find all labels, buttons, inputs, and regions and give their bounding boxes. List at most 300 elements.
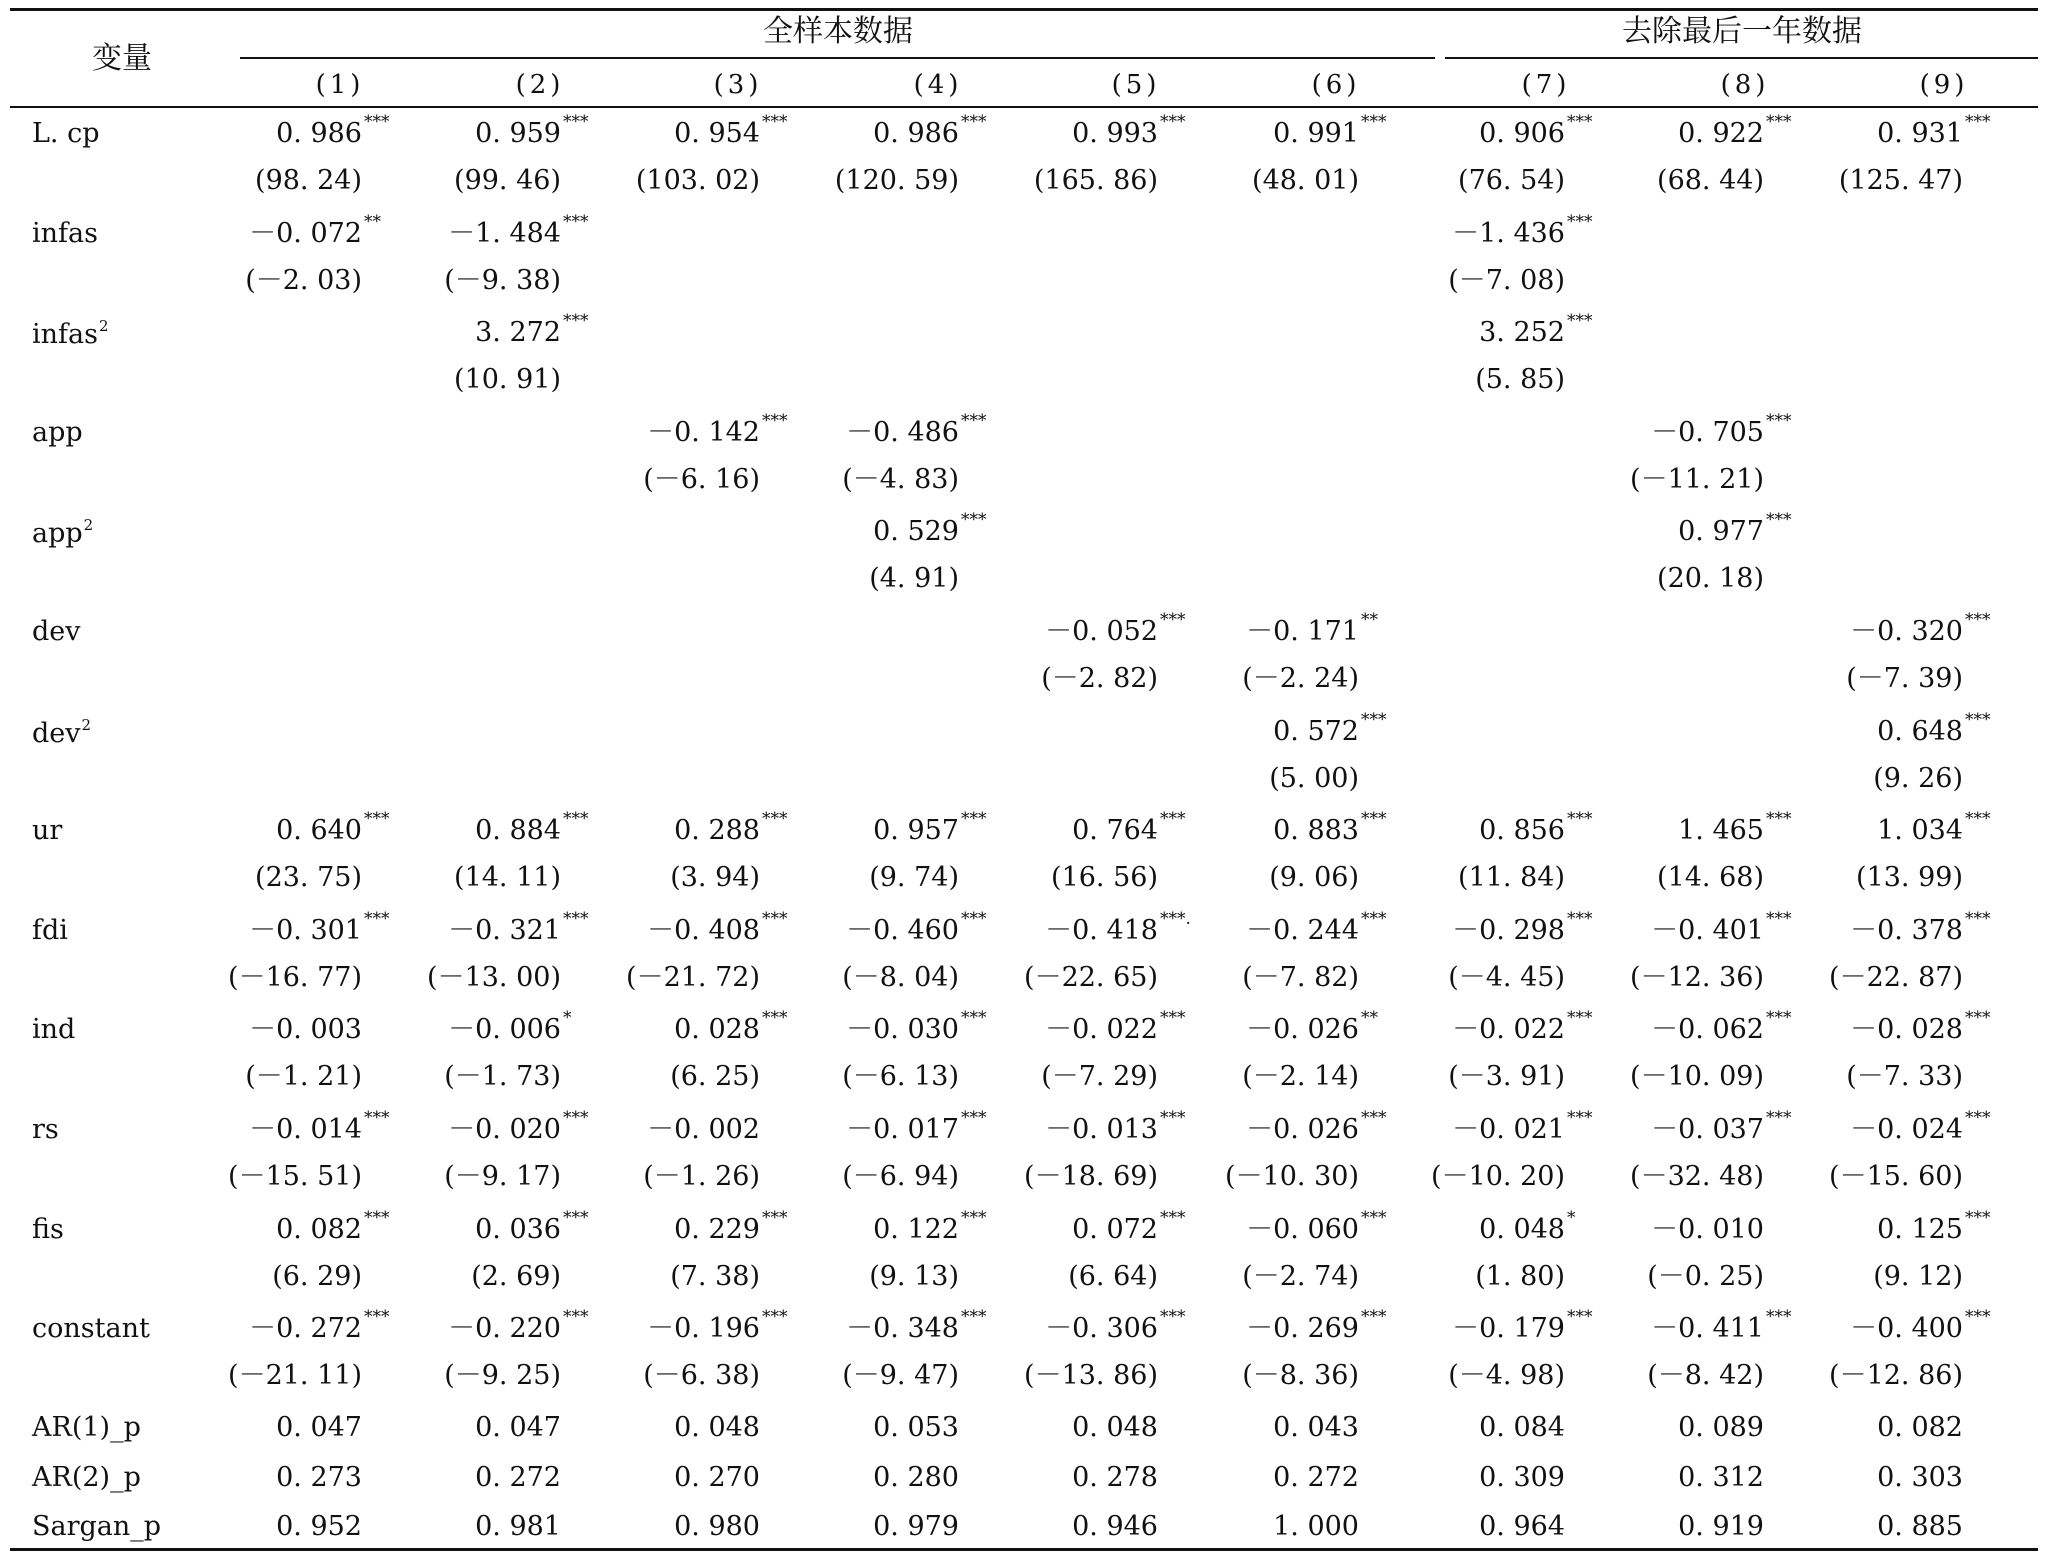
coefficient — [249, 1108, 390, 1145]
t-statistic: (－15. 51) — [228, 1161, 362, 1192]
coefficient-value: 0. 082 — [276, 1213, 362, 1245]
variable-label: infas — [32, 217, 98, 249]
t-statistic: (76. 54) — [1458, 165, 1565, 196]
t-statistic: (－21. 72) — [626, 961, 760, 993]
variable-name — [32, 815, 63, 847]
t-statistic: (3. 94) — [670, 862, 760, 894]
coefficient — [276, 1207, 390, 1245]
coefficient-value: 0. 993 — [1072, 118, 1158, 149]
significance-stars: *** — [364, 1108, 390, 1128]
t-statistic: (－7. 08) — [1448, 264, 1565, 296]
t-statistic: (5. 00) — [1269, 762, 1359, 794]
coefficient-value: －0. 272 — [249, 1313, 362, 1345]
coefficient — [846, 1307, 987, 1345]
coefficient-value: －0. 142 — [647, 416, 760, 448]
significance-stars: *** — [1766, 410, 1792, 431]
coefficient-value: 0. 529 — [873, 516, 959, 548]
significance-stars: *** — [1160, 1008, 1186, 1029]
statistic-value: 0. 312 — [1678, 1462, 1764, 1493]
variable-label: dev — [32, 717, 81, 749]
statistic-name: AR(1)_p — [32, 1412, 141, 1443]
coefficient — [475, 809, 589, 847]
statistic-value: 0. 280 — [873, 1462, 959, 1493]
coefficient-value: －0. 705 — [1651, 416, 1764, 448]
column-number: (1) — [315, 70, 365, 100]
t-statistic: (103. 02) — [635, 165, 760, 196]
significance-stars: *** — [1567, 1008, 1593, 1029]
significance-stars: *** — [961, 1207, 987, 1228]
t-statistic: (－21. 11) — [228, 1360, 362, 1392]
coefficient — [674, 1207, 788, 1245]
variable-label: app — [32, 416, 83, 448]
variable-name — [32, 1313, 150, 1345]
coefficient-value: －0. 022 — [1452, 1014, 1565, 1046]
significance-stars: *** — [1361, 1108, 1387, 1128]
coefficient — [448, 1307, 589, 1345]
group-rule-full-sample — [240, 57, 1435, 59]
significance-stars: *** — [1567, 908, 1593, 929]
variable-superscript: 2 — [83, 516, 94, 535]
coefficient — [1651, 908, 1792, 946]
coefficient-value: －0. 179 — [1452, 1313, 1565, 1345]
coefficient-value: －0. 017 — [846, 1114, 959, 1145]
statistic-value: 0. 047 — [475, 1412, 561, 1443]
coefficient-value: 0. 856 — [1479, 815, 1565, 847]
t-statistic: (－18. 69) — [1024, 1161, 1158, 1192]
coefficient — [1072, 112, 1186, 149]
coefficient-value: －0. 010 — [1651, 1213, 1764, 1245]
coefficient-value: 0. 640 — [276, 815, 362, 847]
t-statistic: (－10. 30) — [1225, 1161, 1359, 1192]
significance-stars: *** — [1567, 1108, 1593, 1128]
t-statistic: (48. 01) — [1252, 165, 1359, 196]
significance-stars: *** — [961, 510, 987, 531]
statistic-value: 0. 082 — [1877, 1412, 1963, 1443]
t-statistic: (－6. 13) — [842, 1061, 959, 1093]
variable-superscript: 2 — [98, 317, 109, 336]
coefficient — [1246, 1307, 1387, 1345]
significance-stars: *** — [762, 1207, 788, 1228]
significance-stars: *** — [961, 908, 987, 929]
significance-stars: *** — [1160, 1207, 1186, 1228]
coefficient-value: －0. 030 — [846, 1014, 959, 1046]
column-number: (7) — [1521, 70, 1571, 100]
significance-stars: *** — [1766, 510, 1792, 531]
significance-stars: *** — [961, 1008, 987, 1029]
significance-stars: *** — [563, 211, 589, 232]
significance-stars: *** — [1160, 809, 1186, 830]
coefficient — [475, 112, 589, 149]
coefficient — [1246, 610, 1378, 647]
coefficient-value: －0. 060 — [1246, 1213, 1359, 1245]
significance-stars: *** — [1361, 1207, 1387, 1228]
coefficient — [249, 211, 381, 249]
significance-stars: *** — [563, 1108, 589, 1128]
statistic-value: 0. 919 — [1678, 1511, 1764, 1542]
coefficient — [846, 1108, 987, 1145]
coefficient — [647, 908, 788, 946]
coefficient — [1045, 1008, 1186, 1046]
significance-stars: ** — [1361, 1008, 1378, 1029]
coefficient-value: －0. 411 — [1651, 1313, 1764, 1345]
significance-stars: *** — [762, 410, 788, 431]
coefficient-value: －0. 244 — [1246, 914, 1359, 946]
column-number: (3) — [713, 70, 763, 100]
coefficient — [1045, 1307, 1186, 1345]
significance-stars: *** — [1766, 1108, 1792, 1128]
coefficient — [1045, 1108, 1186, 1145]
coefficient-value: －0. 021 — [1452, 1114, 1565, 1145]
coefficient — [1479, 1207, 1576, 1245]
coefficient — [674, 809, 788, 847]
coefficient-value: 0. 572 — [1273, 715, 1359, 747]
coefficient-value: －0. 486 — [846, 416, 959, 448]
coefficient — [873, 1207, 987, 1245]
significance-stars: *** — [1361, 809, 1387, 830]
significance-stars: *** — [1160, 610, 1186, 630]
coefficient-value: －0. 378 — [1850, 914, 1963, 946]
coefficient — [448, 908, 589, 946]
coefficient-value: 0. 028 — [674, 1014, 760, 1046]
t-statistic: (10. 91) — [454, 364, 561, 396]
coefficient — [1273, 809, 1387, 847]
statistic-value: 0. 303 — [1877, 1462, 1963, 1493]
coefficient-value: －0. 306 — [1045, 1313, 1158, 1345]
significance-stars: *** — [1965, 610, 1991, 630]
coefficient — [1877, 112, 1991, 149]
statistic-value: 0. 979 — [873, 1511, 959, 1542]
coefficient-value: －0. 024 — [1850, 1114, 1963, 1145]
t-statistic: (9. 06) — [1269, 862, 1359, 894]
significance-stars: *** — [762, 1307, 788, 1328]
column-number: (4) — [913, 70, 963, 100]
variable-name — [32, 1116, 59, 1143]
t-statistic: (－2. 03) — [245, 264, 362, 296]
t-statistic: (14. 68) — [1657, 862, 1764, 894]
statistic-name: Sargan_p — [32, 1511, 162, 1542]
significance-stars: *** — [1766, 112, 1792, 132]
coefficient-value: 0. 229 — [674, 1213, 760, 1245]
t-statistic: (－12. 86) — [1829, 1360, 1963, 1392]
coefficient-value: －0. 037 — [1651, 1114, 1764, 1145]
coefficient-value: 0. 957 — [873, 815, 959, 847]
t-statistic: (6. 29) — [272, 1260, 362, 1292]
bottom-rule — [10, 1548, 2038, 1551]
variable-name — [32, 715, 92, 749]
coefficient-value: －0. 460 — [846, 914, 959, 946]
coefficient-value: －0. 013 — [1045, 1114, 1158, 1145]
coefficient-value: －0. 052 — [1045, 616, 1158, 647]
coefficient — [647, 1116, 760, 1143]
coefficient-value: 0. 764 — [1072, 815, 1158, 847]
significance-stars: *** — [1160, 1307, 1186, 1328]
coefficient-value: 0. 125 — [1877, 1213, 1963, 1245]
coefficient — [1678, 809, 1792, 847]
coefficient — [1452, 1008, 1593, 1046]
significance-stars: *** — [563, 311, 589, 332]
statistic-value: 0. 946 — [1072, 1511, 1158, 1542]
t-statistic: (16. 56) — [1051, 862, 1158, 894]
group-header-drop-last-year: 去除最后一年数据 — [1622, 14, 1862, 49]
coefficient — [1678, 112, 1792, 149]
coefficient — [1072, 809, 1186, 847]
coefficient-value: 0. 986 — [276, 118, 362, 149]
coefficient — [1045, 908, 1191, 946]
variable-name — [32, 317, 109, 351]
coefficient-value: －0. 418 — [1045, 914, 1158, 946]
t-statistic: (9. 74) — [869, 862, 959, 894]
t-statistic: (－9. 38) — [444, 264, 561, 296]
variable-name — [32, 618, 81, 645]
t-statistic: (－7. 82) — [1242, 961, 1359, 993]
coefficient — [1651, 1108, 1792, 1145]
significance-stars: *** — [1766, 1008, 1792, 1029]
significance-stars: *** — [961, 809, 987, 830]
coefficient — [1651, 410, 1792, 448]
significance-stars: *** — [961, 1307, 987, 1328]
t-statistic: (2. 69) — [471, 1260, 561, 1292]
coefficient — [1246, 1108, 1387, 1145]
coefficient-value: －0. 220 — [448, 1313, 561, 1345]
t-statistic: (－4. 45) — [1448, 961, 1565, 993]
coefficient — [448, 1008, 572, 1046]
group-rule-drop-last-year — [1445, 57, 2038, 59]
variable-label: infas — [32, 319, 98, 351]
statistic-value: 0. 981 — [475, 1511, 561, 1542]
t-statistic: (68. 44) — [1657, 165, 1764, 196]
variable-name — [32, 516, 94, 550]
significance-stars: *** — [1965, 908, 1991, 929]
column-number: (6) — [1311, 70, 1361, 100]
statistic-value: 0. 309 — [1479, 1462, 1565, 1493]
variable-name — [32, 217, 98, 249]
t-statistic: (－2. 74) — [1242, 1260, 1359, 1292]
coefficient — [873, 112, 987, 149]
statistic-value: 0. 272 — [1273, 1462, 1359, 1493]
significance-stars: *** — [1361, 908, 1387, 929]
t-statistic: (－4. 98) — [1448, 1360, 1565, 1392]
significance-stars: ***. — [1160, 908, 1191, 929]
significance-stars: *** — [563, 1207, 589, 1228]
t-statistic: (5. 85) — [1475, 364, 1565, 396]
column-number: (2) — [515, 70, 565, 100]
significance-stars: *** — [961, 112, 987, 132]
statistic-value: 1. 000 — [1273, 1511, 1359, 1542]
coefficient — [1452, 1307, 1593, 1345]
statistic-value: 0. 952 — [276, 1511, 362, 1542]
coefficient — [674, 112, 788, 149]
t-statistic: (－8. 36) — [1242, 1360, 1359, 1392]
coefficient — [475, 311, 589, 349]
coefficient-value: 0. 931 — [1877, 118, 1963, 149]
t-statistic: (－22. 65) — [1024, 961, 1158, 993]
t-statistic: (－9. 25) — [444, 1360, 561, 1392]
statistic-value: 0. 964 — [1479, 1511, 1565, 1542]
coefficient — [1651, 1008, 1792, 1046]
t-statistic: (－32. 48) — [1630, 1161, 1764, 1192]
t-statistic: (－1. 73) — [444, 1061, 561, 1093]
variable-label: ur — [32, 815, 63, 847]
coefficient — [1452, 908, 1593, 946]
coefficient-value: －0. 298 — [1452, 914, 1565, 946]
coefficient-value: 0. 072 — [1072, 1213, 1158, 1245]
t-statistic: (－22. 87) — [1829, 961, 1963, 993]
coefficient — [1850, 610, 1991, 647]
coefficient-value: 0. 977 — [1678, 516, 1764, 548]
coefficient — [448, 211, 589, 249]
significance-stars: ** — [1361, 610, 1378, 630]
statistic-value: 0. 089 — [1678, 1412, 1764, 1443]
statistic-name: AR(2)_p — [32, 1462, 141, 1493]
t-statistic: (23. 75) — [255, 862, 362, 894]
statistic-value: 0. 043 — [1273, 1412, 1359, 1443]
coefficient-value: 0. 036 — [475, 1213, 561, 1245]
significance-stars: *** — [1965, 1108, 1991, 1128]
variable-name — [32, 1014, 76, 1046]
coefficient — [1045, 610, 1186, 647]
coefficient-value: 0. 906 — [1479, 118, 1565, 149]
t-statistic: (－0. 25) — [1647, 1260, 1764, 1292]
coefficient-value: －0. 401 — [1651, 914, 1764, 946]
coefficient-value: －0. 348 — [846, 1313, 959, 1345]
coefficient — [1273, 709, 1387, 747]
t-statistic: (－7. 29) — [1041, 1061, 1158, 1093]
t-statistic: (－10. 20) — [1431, 1161, 1565, 1192]
significance-stars: *** — [364, 908, 390, 929]
t-statistic: (－16. 77) — [228, 961, 362, 993]
coefficient — [846, 908, 987, 946]
coefficient — [249, 908, 390, 946]
coefficient-value: 0. 883 — [1273, 815, 1359, 847]
variable-label: ind — [32, 1014, 76, 1046]
significance-stars: *** — [1567, 112, 1593, 132]
coefficient-value: －0. 002 — [647, 1114, 760, 1145]
coefficient — [873, 510, 987, 548]
t-statistic: (－8. 04) — [842, 961, 959, 993]
significance-stars: *** — [961, 410, 987, 431]
t-statistic: (9. 26) — [1873, 762, 1963, 794]
significance-stars: *** — [1361, 709, 1387, 730]
significance-stars: *** — [762, 1008, 788, 1029]
t-statistic: (－6. 94) — [842, 1161, 959, 1192]
t-statistic: (－2. 24) — [1242, 663, 1359, 694]
coefficient-value: 1. 034 — [1877, 815, 1963, 847]
coefficient-value: －0. 022 — [1045, 1014, 1158, 1046]
variable-name — [32, 416, 83, 448]
t-statistic: (－7. 33) — [1846, 1061, 1963, 1093]
t-statistic: (165. 86) — [1033, 165, 1158, 196]
t-statistic: (－12. 36) — [1630, 961, 1764, 993]
t-statistic: (11. 84) — [1458, 862, 1565, 894]
t-statistic: (9. 13) — [869, 1260, 959, 1292]
significance-stars: *** — [1766, 908, 1792, 929]
coefficient — [674, 1008, 788, 1046]
significance-stars: *** — [1361, 112, 1387, 132]
statistic-value: 0. 053 — [873, 1412, 959, 1443]
statistic-value: 0. 272 — [475, 1462, 561, 1493]
coefficient-value: 3. 272 — [475, 317, 561, 349]
significance-stars: *** — [1965, 1307, 1991, 1328]
coefficient — [1452, 1108, 1593, 1145]
statistic-value: 0. 885 — [1877, 1511, 1963, 1542]
significance-stars: *** — [563, 908, 589, 929]
significance-stars: *** — [1965, 809, 1991, 830]
coefficient-value: －0. 301 — [249, 914, 362, 946]
variable-name — [32, 1213, 64, 1245]
t-statistic: (125. 47) — [1838, 165, 1963, 196]
coefficient — [448, 1108, 589, 1145]
coefficient-value: 0. 954 — [674, 118, 760, 149]
t-statistic: (－2. 82) — [1041, 663, 1158, 694]
significance-stars: * — [1567, 1207, 1576, 1228]
coefficient — [1246, 1008, 1378, 1046]
statistic-value: 0. 084 — [1479, 1412, 1565, 1443]
coefficient-value: －0. 020 — [448, 1114, 561, 1145]
t-statistic: (14. 11) — [454, 862, 561, 894]
coefficient-value: 3. 252 — [1479, 317, 1565, 349]
variable-label: rs — [32, 1114, 59, 1145]
variable-name — [32, 914, 68, 946]
coefficient — [1452, 211, 1593, 249]
coefficient-value: 0. 048 — [1479, 1213, 1565, 1245]
coefficient — [1072, 1207, 1186, 1245]
t-statistic: (20. 18) — [1657, 563, 1764, 595]
variable-label: constant — [32, 1313, 150, 1345]
coefficient-value: －0. 171 — [1246, 616, 1359, 647]
significance-stars: *** — [563, 112, 589, 132]
significance-stars: *** — [1361, 1307, 1387, 1328]
t-statistic: (－9. 17) — [444, 1161, 561, 1192]
statistic-value: 0. 048 — [1072, 1412, 1158, 1443]
coefficient — [1877, 709, 1991, 747]
significance-stars: * — [563, 1008, 572, 1029]
statistic-value: 0. 048 — [674, 1412, 760, 1443]
coefficient-value: －0. 062 — [1651, 1014, 1764, 1046]
coefficient — [1479, 809, 1593, 847]
coefficient — [1850, 1008, 1991, 1046]
significance-stars: *** — [563, 809, 589, 830]
column-number: (9) — [1919, 70, 1969, 100]
variable-label: L. cp — [32, 118, 100, 149]
coefficient — [1246, 1207, 1387, 1245]
coefficient-value: －0. 408 — [647, 914, 760, 946]
coefficient-value: 0. 122 — [873, 1213, 959, 1245]
coefficient-value: －0. 321 — [448, 914, 561, 946]
coefficient — [846, 1008, 987, 1046]
coefficient — [1479, 112, 1593, 149]
t-statistic: (－6. 38) — [643, 1360, 760, 1392]
t-statistic: (－9. 47) — [842, 1360, 959, 1392]
t-statistic: (－3. 91) — [1448, 1061, 1565, 1093]
significance-stars: *** — [1965, 1008, 1991, 1029]
t-statistic: (99. 46) — [454, 165, 561, 196]
coefficient — [1850, 908, 1991, 946]
variable-name — [32, 120, 100, 147]
t-statistic: (－11. 21) — [1630, 463, 1764, 495]
significance-stars: *** — [1567, 311, 1593, 332]
t-statistic: (－8. 42) — [1647, 1360, 1764, 1392]
significance-stars: *** — [364, 1207, 390, 1228]
significance-stars: *** — [1965, 1207, 1991, 1228]
significance-stars: ** — [364, 211, 381, 232]
t-statistic: (－1. 26) — [643, 1161, 760, 1192]
coefficient — [1651, 1213, 1764, 1245]
coefficient-value: －0. 003 — [249, 1014, 362, 1046]
group-header-full-sample: 全样本数据 — [763, 14, 913, 49]
coefficient-value: 0. 288 — [674, 815, 760, 847]
t-statistic: (－6. 16) — [643, 463, 760, 495]
t-statistic: (1. 80) — [1475, 1260, 1565, 1292]
